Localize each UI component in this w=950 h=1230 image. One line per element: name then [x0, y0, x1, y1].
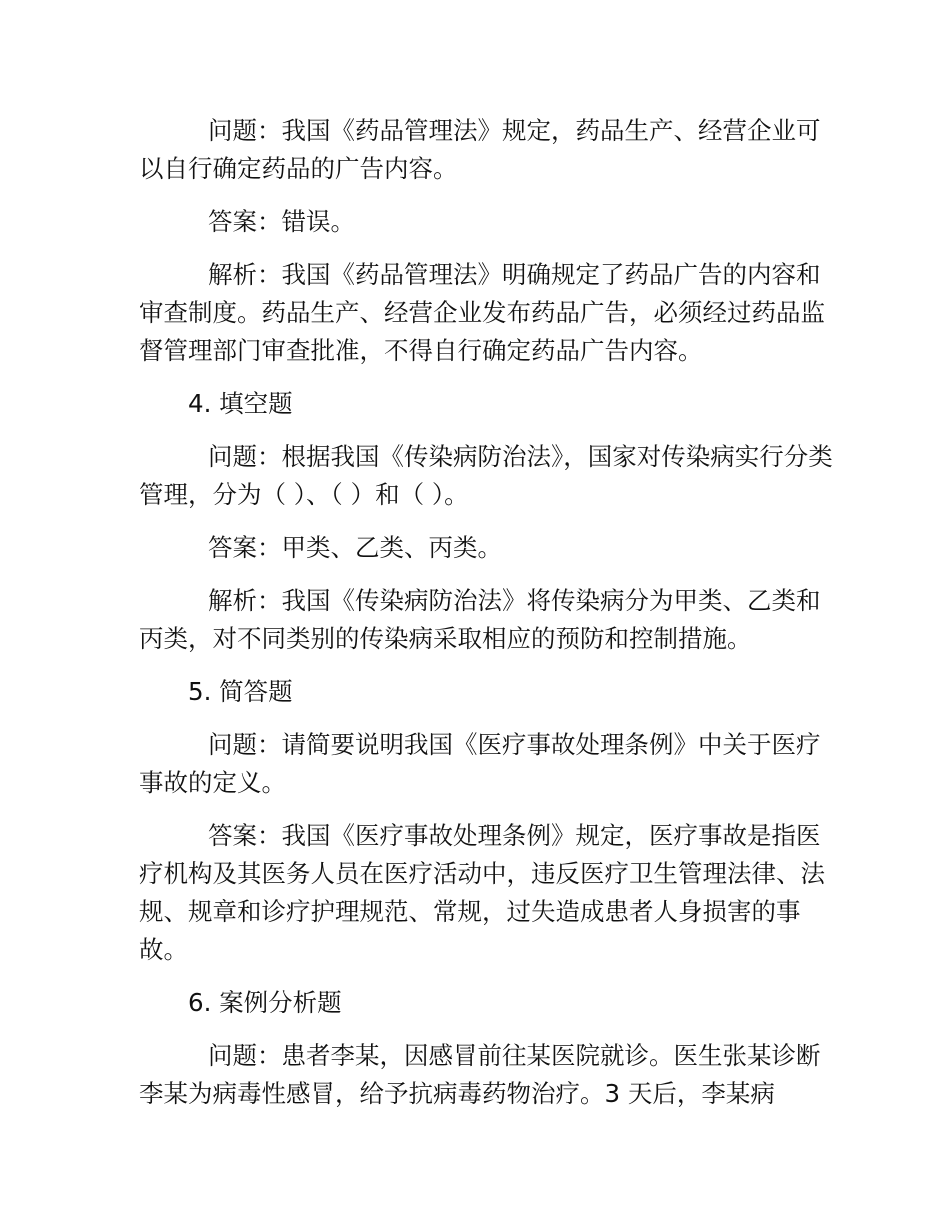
answer-medical-accident: 答案：我国《医疗事故处理条例》规定，医疗事故是指医疗机构及其医务人员在医疗活动中，违反医疗卫生管理法律、法规、规章和诊疗护理规范、常规，过失造成患者人身损害的事故。	[139, 821, 825, 964]
analysis-drug-ad: 解析：我国《药品管理法》明确规定了药品广告的内容和审查制度。药品生产、经营企业发布药品广告，必须经过药品监督管理部门审查批准，不得自行确定药品广告内容。	[139, 260, 825, 365]
section-6-heading: 6. 案例分析题	[188, 988, 342, 1017]
answer-drug-ad: 答案：错误。	[208, 207, 355, 236]
question-infectious: 问题：根据我国《传染病防治法》，国家对传染病实行分类管理，分为（ ）、（ ）和（ ）。	[139, 442, 833, 509]
document-page	[139, 112, 839, 1128]
answer-infectious: 答案：甲类、乙类、丙类。	[208, 533, 502, 562]
question-medical-accident: 问题：请简要说明我国《医疗事故处理条例》中关于医疗事故的定义。	[139, 730, 821, 797]
question-drug-ad: 问题：我国《药品管理法》规定，药品生产、经营企业可以自行确定药品的广告内容。	[139, 116, 821, 183]
section-5-heading: 5. 简答题	[188, 677, 293, 706]
question-case: 问题：患者李某，因感冒前往某医院就诊。医生张某诊断李某为病毒性感冒，给予抗病毒药物治疗。3 天后，李某病	[139, 1041, 821, 1108]
section-4-heading: 4. 填空题	[188, 389, 293, 418]
analysis-infectious: 解析：我国《传染病防治法》将传染病分为甲类、乙类和丙类，对不同类别的传染病采取相应的预防和控制措施。	[139, 586, 821, 653]
